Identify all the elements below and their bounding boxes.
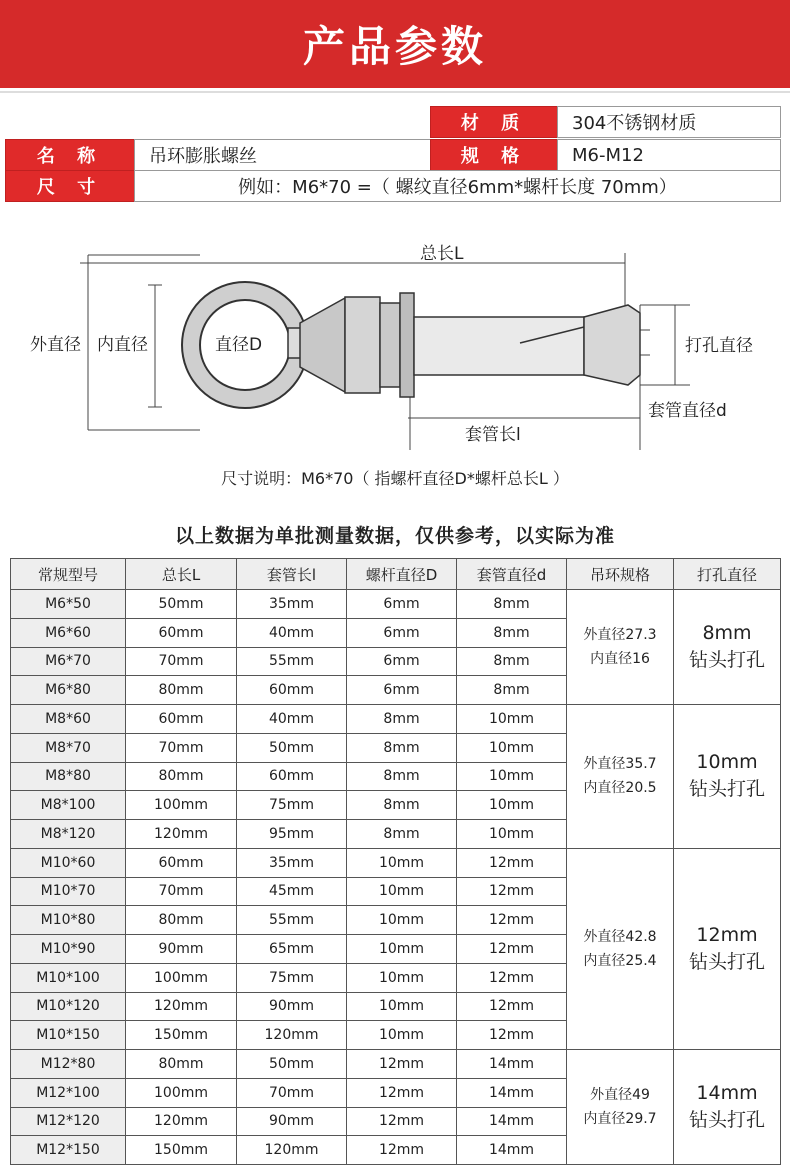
measurement-note: 以上数据为单批测量数据，仅供参考，以实际为准 xyxy=(174,525,615,547)
model-cell: M8*100 xyxy=(11,791,126,820)
table-cell: 80mm xyxy=(126,906,237,935)
table-cell: 80mm xyxy=(126,676,237,705)
diagram-caption: 尺寸说明：M6*70（ 指螺杆直径D*螺杆总长L ） xyxy=(221,469,569,488)
material-value: 304不锈钢材质 xyxy=(557,106,781,138)
table-cell: 70mm xyxy=(126,877,237,906)
table-cell: 12mm xyxy=(457,992,567,1021)
model-cell: M10*80 xyxy=(11,906,126,935)
table-cell: 10mm xyxy=(457,791,567,820)
drill-text: 钻头打孔 xyxy=(688,950,765,973)
drill-size: 12mm xyxy=(696,923,758,946)
table-cell: 12mm xyxy=(347,1078,457,1107)
ring-inner-diameter: 内直径20.5 xyxy=(583,780,657,797)
model-cell: M10*60 xyxy=(11,848,126,877)
ring-spec-cell xyxy=(567,848,674,1049)
drill-size-cell xyxy=(674,1050,781,1165)
table-cell: 12mm xyxy=(347,1136,457,1165)
table-cell: 35mm xyxy=(237,590,347,619)
spec-table-wrapper xyxy=(10,558,780,1165)
ring-outer-diameter: 外直径42.8 xyxy=(583,928,657,945)
table-cell: 10mm xyxy=(347,877,457,906)
model-cell: M8*120 xyxy=(11,820,126,849)
table-cell: 8mm xyxy=(457,618,567,647)
spec-value: M6-M12 xyxy=(557,139,781,171)
sleeve-diameter-label: 套管直径d xyxy=(648,401,727,421)
table-cell: 8mm xyxy=(347,733,457,762)
table-cell: 95mm xyxy=(237,820,347,849)
table-cell: 12mm xyxy=(347,1107,457,1136)
table-cell: 10mm xyxy=(347,963,457,992)
table-cell: 100mm xyxy=(126,791,237,820)
table-cell: 120mm xyxy=(126,1107,237,1136)
table-cell: 40mm xyxy=(237,705,347,734)
bolt-body xyxy=(288,293,640,397)
model-cell: M8*80 xyxy=(11,762,126,791)
table-cell: 40mm xyxy=(237,618,347,647)
ring-inner-diameter: 内直径25.4 xyxy=(583,952,657,969)
table-header-cell: 总长L xyxy=(126,559,237,590)
table-cell: 8mm xyxy=(347,791,457,820)
drill-text: 钻头打孔 xyxy=(688,1109,765,1131)
table-cell: 120mm xyxy=(237,1136,347,1165)
table-header-cell: 套管直径d xyxy=(457,559,567,590)
page-title: 产品参数 xyxy=(302,22,487,71)
table-cell: 14mm xyxy=(457,1107,567,1136)
table-cell: 8mm xyxy=(457,590,567,619)
drill-size-cell xyxy=(674,705,781,849)
ring-inner-diameter: 内直径29.7 xyxy=(583,1111,657,1127)
table-cell: 6mm xyxy=(347,590,457,619)
table-cell: 6mm xyxy=(347,676,457,705)
spec-label: 规 格 xyxy=(430,139,558,171)
table-header-row xyxy=(11,559,781,590)
drill-size: 10mm xyxy=(696,751,758,774)
table-cell: 75mm xyxy=(237,791,347,820)
table-cell: 50mm xyxy=(237,733,347,762)
sleeve-length-label: 套管长l xyxy=(465,425,521,445)
table-cell: 8mm xyxy=(457,676,567,705)
table-cell: 70mm xyxy=(126,733,237,762)
title-banner xyxy=(0,0,790,88)
table-cell: 14mm xyxy=(457,1050,567,1079)
drill-size: 14mm xyxy=(696,1082,758,1104)
table-cell: 50mm xyxy=(126,590,237,619)
model-cell: M12*120 xyxy=(11,1107,126,1136)
table-cell: 150mm xyxy=(126,1021,237,1050)
table-cell: 90mm xyxy=(237,992,347,1021)
ring-spec-cell xyxy=(567,590,674,705)
table-cell: 60mm xyxy=(237,762,347,791)
table-header-cell: 螺杆直径D xyxy=(347,559,457,590)
table-cell: 14mm xyxy=(457,1078,567,1107)
model-cell: M6*50 xyxy=(11,590,126,619)
ring-spec-cell xyxy=(567,1050,674,1165)
table-cell: 70mm xyxy=(126,647,237,676)
table-cell: 10mm xyxy=(457,733,567,762)
table-cell: 120mm xyxy=(126,820,237,849)
table-cell: 35mm xyxy=(237,848,347,877)
table-cell: 10mm xyxy=(347,906,457,935)
spec-table xyxy=(10,558,781,1165)
table-cell: 150mm xyxy=(126,1136,237,1165)
table-cell: 100mm xyxy=(126,963,237,992)
table-cell: 100mm xyxy=(126,1078,237,1107)
table-row xyxy=(11,705,781,734)
table-cell: 70mm xyxy=(237,1078,347,1107)
table-cell: 10mm xyxy=(457,762,567,791)
model-cell: M10*90 xyxy=(11,935,126,964)
material-label: 材 质 xyxy=(430,106,558,138)
table-cell: 10mm xyxy=(457,820,567,849)
table-cell: 6mm xyxy=(347,618,457,647)
drill-size: 8mm xyxy=(702,622,752,644)
model-cell: M10*100 xyxy=(11,963,126,992)
model-cell: M10*150 xyxy=(11,1021,126,1050)
drill-size-cell xyxy=(674,590,781,705)
ring-outer-diameter: 外直径27.3 xyxy=(583,627,657,643)
table-row xyxy=(11,848,781,877)
table-cell: 45mm xyxy=(237,877,347,906)
table-cell: 10mm xyxy=(347,935,457,964)
table-cell: 55mm xyxy=(237,906,347,935)
model-cell: M6*70 xyxy=(11,647,126,676)
table-cell: 60mm xyxy=(126,705,237,734)
table-cell: 12mm xyxy=(457,848,567,877)
table-cell: 6mm xyxy=(347,647,457,676)
table-row xyxy=(11,1050,781,1079)
ring-outer-diameter: 外直径35.7 xyxy=(583,756,657,773)
diameter-d-label: 直径D xyxy=(215,335,263,355)
table-cell: 80mm xyxy=(126,762,237,791)
table-header-cell: 吊环规格 xyxy=(567,559,674,590)
model-cell: M12*80 xyxy=(11,1050,126,1079)
ring-spec-cell xyxy=(567,705,674,849)
table-cell: 80mm xyxy=(126,1050,237,1079)
table-cell: 120mm xyxy=(237,1021,347,1050)
table-cell: 12mm xyxy=(457,1021,567,1050)
ring-outer-diameter: 外直径49 xyxy=(590,1087,650,1103)
table-header-cell: 常规型号 xyxy=(11,559,126,590)
drill-size-cell xyxy=(674,848,781,1049)
table-cell: 8mm xyxy=(457,647,567,676)
table-cell: 90mm xyxy=(237,1107,347,1136)
table-cell: 65mm xyxy=(237,935,347,964)
drill-text: 钻头打孔 xyxy=(688,649,765,671)
total-length-label: 总长L xyxy=(420,244,464,264)
table-cell: 75mm xyxy=(237,963,347,992)
outer-diameter-label: 外直径 xyxy=(30,335,81,355)
table-cell: 60mm xyxy=(126,848,237,877)
name-value: 吊环膨胀螺丝 xyxy=(134,139,431,171)
table-cell: 60mm xyxy=(126,618,237,647)
table-cell: 10mm xyxy=(347,848,457,877)
table-header-cell: 套管长l xyxy=(237,559,347,590)
table-cell: 8mm xyxy=(347,762,457,791)
model-cell: M8*70 xyxy=(11,733,126,762)
table-cell: 10mm xyxy=(457,705,567,734)
table-cell: 12mm xyxy=(457,877,567,906)
model-cell: M10*70 xyxy=(11,877,126,906)
bolt-diagram xyxy=(0,235,790,495)
table-cell: 8mm xyxy=(347,820,457,849)
table-row xyxy=(11,590,781,619)
table-cell: 60mm xyxy=(237,676,347,705)
ring-inner-diameter: 内直径16 xyxy=(590,651,650,667)
table-cell: 12mm xyxy=(457,906,567,935)
model-cell: M10*120 xyxy=(11,992,126,1021)
table-cell: 10mm xyxy=(347,992,457,1021)
size-value: 例如：M6*70 =（ 螺纹直径6mm*螺杆长度 70mm） xyxy=(134,170,781,202)
table-header-cell: 打孔直径 xyxy=(674,559,781,590)
drill-diameter-label: 打孔直径 xyxy=(685,336,753,356)
model-cell: M6*80 xyxy=(11,676,126,705)
name-label: 名 称 xyxy=(5,139,135,171)
banner-divider xyxy=(0,91,790,93)
table-cell: 120mm xyxy=(126,992,237,1021)
model-cell: M12*100 xyxy=(11,1078,126,1107)
model-cell: M12*150 xyxy=(11,1136,126,1165)
table-cell: 14mm xyxy=(457,1136,567,1165)
table-cell: 8mm xyxy=(347,705,457,734)
model-cell: M6*60 xyxy=(11,618,126,647)
table-cell: 12mm xyxy=(457,935,567,964)
size-label: 尺 寸 xyxy=(5,170,135,202)
table-cell: 50mm xyxy=(237,1050,347,1079)
table-cell: 90mm xyxy=(126,935,237,964)
table-cell: 12mm xyxy=(457,963,567,992)
drill-text: 钻头打孔 xyxy=(688,778,765,801)
table-cell: 55mm xyxy=(237,647,347,676)
table-cell: 10mm xyxy=(347,1021,457,1050)
model-cell: M8*60 xyxy=(11,705,126,734)
table-cell: 12mm xyxy=(347,1050,457,1079)
table-body xyxy=(11,590,781,1165)
inner-diameter-label: 内直径 xyxy=(97,335,148,355)
